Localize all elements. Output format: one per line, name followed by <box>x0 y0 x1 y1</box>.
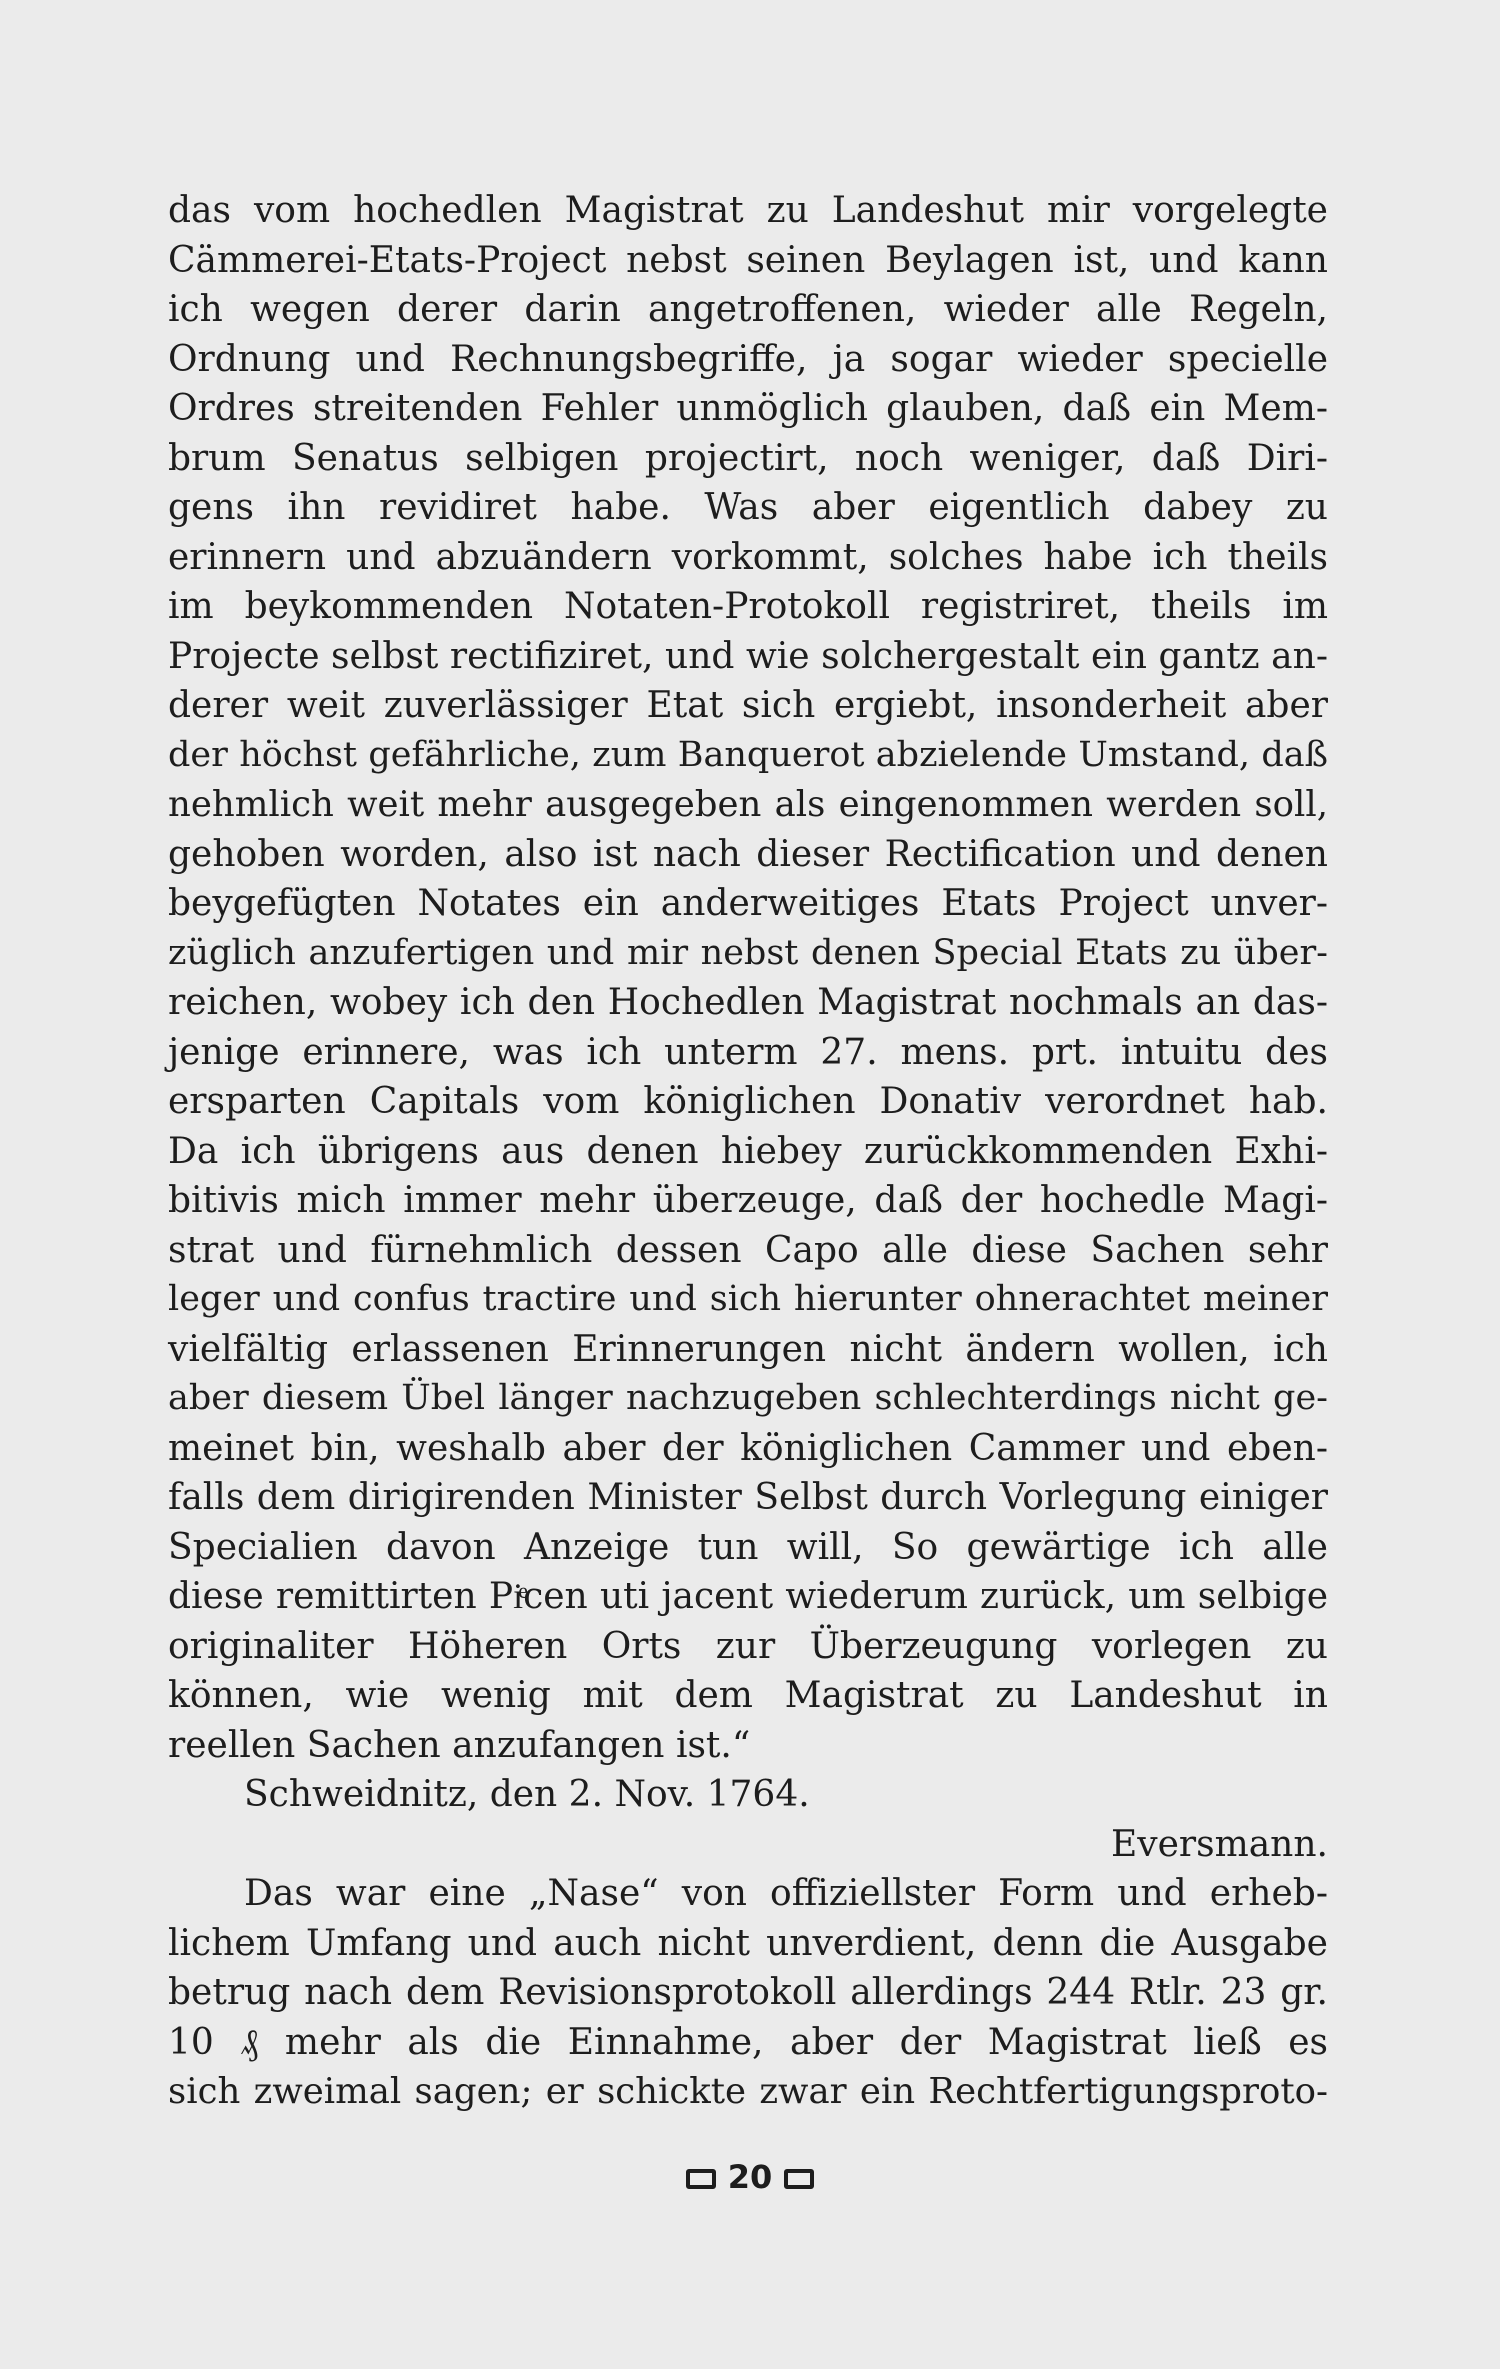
ornament-box-icon <box>686 2169 716 2189</box>
text-line: gehoben worden, also ist nach dieser Rectification und denen <box>168 833 1328 875</box>
text-line: reichen, wobey ich den Hochedlen Magistrat nochmals an das- <box>168 982 1328 1023</box>
text-line: meinet bin, weshalb aber der königlichen Cammer und eben- <box>168 1427 1328 1469</box>
text-line: aber diesem Übel länger nachzugeben schlechterdings nicht ge- <box>168 1378 1328 1418</box>
ornament-box-icon <box>784 2169 814 2189</box>
main-text <box>168 186 1328 2117</box>
text-line: beygefügten Notates ein anderweitiges Etats Project unver- <box>168 883 1328 924</box>
commentary-line: lichem Umfang und auch nicht unverdient, denn die Ausgabe <box>168 1922 1328 1964</box>
text-line: im beykommenden Notaten-Protokoll registriret, theils im <box>168 586 1328 627</box>
text-line: Cämmerei-Etats-Project nebst seinen Beylagen ist, und kann <box>168 239 1328 281</box>
text-line: gens ihn revidiret habe. Was aber eigentlich dabey zu <box>168 487 1328 528</box>
text-line: jenige erinnere, was ich unterm 27. mens. prt. intuitu des <box>168 1031 1328 1073</box>
text-line: ersparten Capitals vom königlichen Donativ verordnet hab. <box>168 1081 1328 1122</box>
text-line: Specialien davon Anzeige tun will, So gewärtige ich alle <box>168 1526 1328 1568</box>
text-line: derer weit zuverlässiger Etat sich ergiebt, insonderheit aber <box>168 685 1328 726</box>
page-number: 20 <box>727 2158 773 2196</box>
text-line: bitivis mich immer mehr überzeuge, daß der hochedle Magi- <box>168 1180 1328 1221</box>
text-line: züglich anzufertigen und mir nebst denen Special Etats zu über- <box>168 932 1328 973</box>
page-number-footer <box>0 2158 1500 2196</box>
text-line: das vom hochedlen Magistrat zu Landeshut mir vorgelegte <box>168 190 1328 231</box>
commentary-line: betrug nach dem Revisionsprotokoll allerdings 244 Rtlr. 23 gr. <box>168 1972 1328 2013</box>
text-line: nehmlich weit mehr ausgegeben als eingenommen werden soll, <box>168 784 1328 825</box>
text-line: Ordnung und Rechnungsbegriffe, ja sogar wieder specielle <box>168 338 1328 380</box>
text-line: reellen Sachen anzufangen ist.“ <box>168 1724 751 1766</box>
text-line: falls dem dirigirenden Minister Selbst durch Vorlegung einiger <box>168 1477 1328 1518</box>
commentary-line: Das war eine „Nase“ von offiziellster Form und erheb- <box>244 1873 1328 1914</box>
text-line: können, wie wenig mit dem Magistrat zu Landeshut in <box>168 1675 1328 1716</box>
place-date: Schweidnitz, den 2. Nov. 1764. <box>244 1774 810 1815</box>
text-line: brum Senatus selbigen projectirt, noch weniger, daß Diri- <box>168 437 1328 479</box>
commentary-line: 10 ₰ mehr als die Einnahme, aber der Magistrat ließ es <box>168 2021 1328 2063</box>
signature: Eversmann. <box>1110 1823 1328 1865</box>
text-line: vielfältig erlassenen Erinnerungen nicht ändern wollen, ich <box>168 1328 1328 1370</box>
text-line: erinnern und abzuändern vorkommt, solches habe ich theils <box>168 536 1328 578</box>
text-line: diese remittirten Piͤcen uti jacent wiederum zurück, um selbige <box>168 1576 1328 1617</box>
text-line: Ordres streitenden Fehler unmöglich glauben, daß ein Mem- <box>168 388 1328 429</box>
text-line: der höchst gefährliche, zum Banquerot abzielende Umstand, daß <box>168 734 1328 775</box>
text-line: Da ich übrigens aus denen hiebey zurückkommenden Exhi- <box>168 1130 1328 1172</box>
text-line: leger und confus tractire und sich hierunter ohnerachtet meiner <box>168 1279 1328 1319</box>
text-line: ich wegen derer darin angetroffenen, wieder alle Regeln, <box>168 289 1328 330</box>
text-line: Projecte selbst rectifiziret, und wie solchergestalt ein gantz an- <box>168 635 1328 677</box>
text-line: strat und fürnehmlich dessen Capo alle diese Sachen sehr <box>168 1229 1328 1271</box>
text-line: originaliter Höheren Orts zur Überzeugung vorlegen zu <box>168 1625 1328 1667</box>
commentary-line: sich zweimal sagen; er schickte zwar ein Rechtfertigungsproto- <box>168 2071 1328 2112</box>
